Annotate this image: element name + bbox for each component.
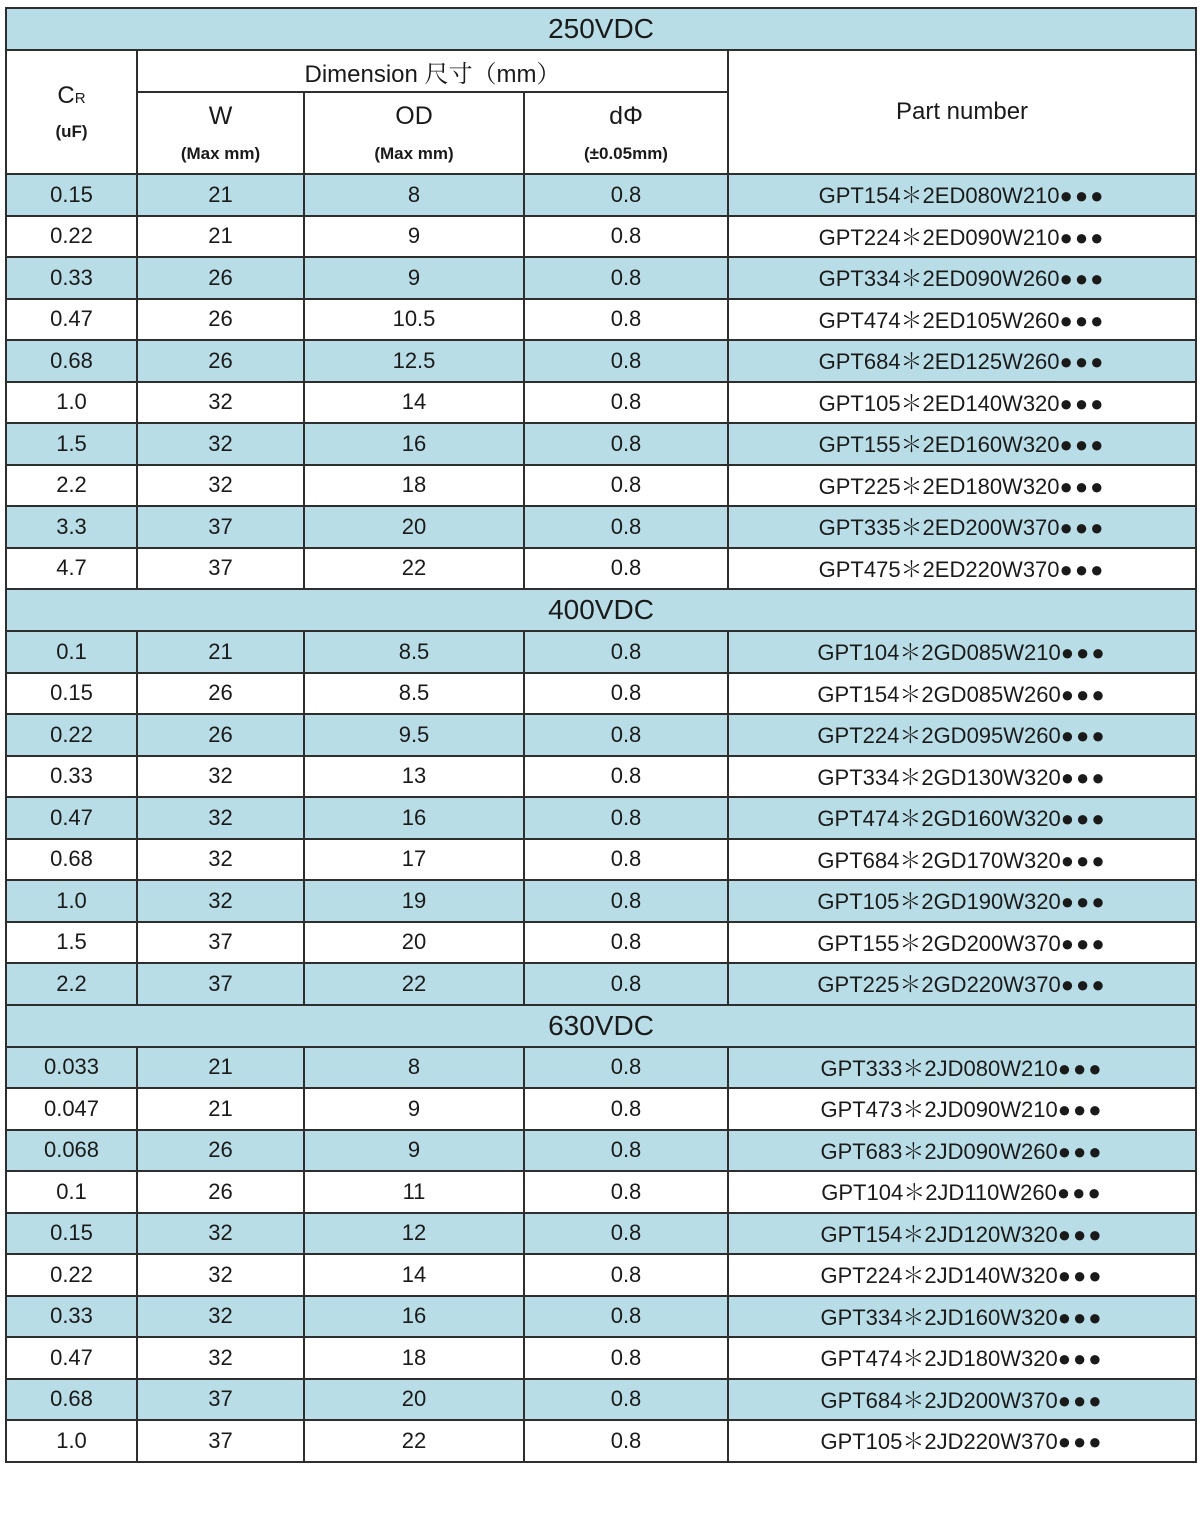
od-cell: 20 bbox=[304, 506, 524, 548]
capacitor-spec-table bbox=[5, 7, 1197, 1463]
part-number-cell bbox=[728, 714, 1196, 756]
d-cell: 0.8 bbox=[524, 797, 728, 839]
d-cell: 0.8 bbox=[524, 1088, 728, 1130]
od-cell: 14 bbox=[304, 382, 524, 424]
od-cell: 17 bbox=[304, 839, 524, 881]
part-number-cell bbox=[728, 257, 1196, 299]
table-row bbox=[6, 216, 1196, 258]
d-cell: 0.8 bbox=[524, 880, 728, 922]
cr-cell: 0.033 bbox=[6, 1047, 137, 1089]
cr-cell: 0.15 bbox=[6, 673, 137, 715]
suffix-dots: ●●● bbox=[1059, 432, 1106, 458]
cr-cell: 1.5 bbox=[6, 922, 137, 964]
suffix-dots: ●●● bbox=[1060, 723, 1107, 749]
table-row bbox=[6, 465, 1196, 507]
part-number-text: GPT474＊2JD180W320 bbox=[820, 1346, 1058, 1372]
w-label: W bbox=[208, 102, 233, 130]
voltage-section-row bbox=[6, 8, 1196, 50]
cr-cell: 0.047 bbox=[6, 1088, 137, 1130]
w-cell: 37 bbox=[137, 1420, 304, 1462]
od-cell: 9 bbox=[304, 1130, 524, 1172]
table-row bbox=[6, 756, 1196, 798]
w-cell: 37 bbox=[137, 963, 304, 1005]
table-row bbox=[6, 922, 1196, 964]
cr-cell: 1.0 bbox=[6, 880, 137, 922]
part-number-cell bbox=[728, 1337, 1196, 1379]
od-cell: 8.5 bbox=[304, 673, 524, 715]
suffix-dots: ●●● bbox=[1059, 473, 1106, 499]
part-number-cell bbox=[728, 1047, 1196, 1089]
suffix-dots: ●●● bbox=[1059, 349, 1106, 375]
cr-cell: 0.1 bbox=[6, 1171, 137, 1213]
table-row bbox=[6, 1420, 1196, 1462]
suffix-dots: ●●● bbox=[1056, 1180, 1103, 1206]
table-row bbox=[6, 1088, 1196, 1130]
suffix-dots: ●●● bbox=[1057, 1387, 1104, 1413]
part-number-text: GPT684＊2GD170W320 bbox=[817, 847, 1061, 873]
part-number-cell bbox=[728, 216, 1196, 258]
suffix-dots: ●●● bbox=[1060, 847, 1107, 873]
table-row bbox=[6, 797, 1196, 839]
voltage-label: 250VDC bbox=[6, 8, 1196, 50]
suffix-dots: ●●● bbox=[1060, 930, 1107, 956]
table-row bbox=[6, 299, 1196, 341]
table-row bbox=[6, 963, 1196, 1005]
suffix-dots: ●●● bbox=[1059, 183, 1106, 209]
w-cell: 37 bbox=[137, 506, 304, 548]
cr-cell: 0.15 bbox=[6, 1213, 137, 1255]
d-cell: 0.8 bbox=[524, 1379, 728, 1421]
part-number-text: GPT224＊2GD095W260 bbox=[817, 723, 1061, 749]
w-cell: 26 bbox=[137, 1130, 304, 1172]
d-cell: 0.8 bbox=[524, 1213, 728, 1255]
table-row bbox=[6, 1171, 1196, 1213]
part-number-text: GPT105＊2JD220W370 bbox=[820, 1429, 1058, 1455]
suffix-dots: ●●● bbox=[1057, 1221, 1104, 1247]
part-number-cell bbox=[728, 506, 1196, 548]
part-number-text: GPT105＊2GD190W320 bbox=[817, 889, 1061, 915]
w-cell: 21 bbox=[137, 216, 304, 258]
header-row bbox=[6, 50, 1196, 92]
part-number-text: GPT683＊2JD090W260 bbox=[820, 1138, 1058, 1164]
part-number-text: GPT684＊2ED125W260 bbox=[818, 349, 1060, 375]
cr-cell: 0.68 bbox=[6, 839, 137, 881]
od-cell: 8 bbox=[304, 174, 524, 216]
suffix-dots: ●●● bbox=[1059, 266, 1106, 292]
d-cell: 0.8 bbox=[524, 299, 728, 341]
d-cell: 0.8 bbox=[524, 506, 728, 548]
w-cell: 32 bbox=[137, 1213, 304, 1255]
d-cell: 0.8 bbox=[524, 382, 728, 424]
od-cell: 9 bbox=[304, 216, 524, 258]
part-number-text: GPT333＊2JD080W210 bbox=[820, 1055, 1058, 1081]
cr-header bbox=[6, 50, 137, 174]
cr-cell: 1.0 bbox=[6, 382, 137, 424]
suffix-dots: ●●● bbox=[1057, 1346, 1104, 1372]
voltage-label: 630VDC bbox=[6, 1005, 1196, 1047]
w-cell: 26 bbox=[137, 340, 304, 382]
w-cell: 32 bbox=[137, 1337, 304, 1379]
d-cell: 0.8 bbox=[524, 340, 728, 382]
w-cell: 21 bbox=[137, 631, 304, 673]
od-cell: 16 bbox=[304, 797, 524, 839]
od-cell: 11 bbox=[304, 1171, 524, 1213]
cr-cell: 4.7 bbox=[6, 548, 137, 590]
part-number-cell bbox=[728, 465, 1196, 507]
voltage-section-row bbox=[6, 1005, 1196, 1047]
part-number-text: GPT473＊2JD090W210 bbox=[820, 1097, 1058, 1123]
table-row bbox=[6, 880, 1196, 922]
part-number-cell bbox=[728, 1254, 1196, 1296]
table-row bbox=[6, 548, 1196, 590]
d-cell: 0.8 bbox=[524, 963, 728, 1005]
table-row bbox=[6, 673, 1196, 715]
od-cell: 18 bbox=[304, 1337, 524, 1379]
cr-cell: 0.33 bbox=[6, 756, 137, 798]
d-cell: 0.8 bbox=[524, 1254, 728, 1296]
table-row bbox=[6, 1254, 1196, 1296]
cr-cell: 0.22 bbox=[6, 714, 137, 756]
od-cell: 9 bbox=[304, 257, 524, 299]
od-cell: 12 bbox=[304, 1213, 524, 1255]
od-cell: 19 bbox=[304, 880, 524, 922]
od-cell: 14 bbox=[304, 1254, 524, 1296]
part-number-text: GPT334＊2ED090W260 bbox=[818, 266, 1060, 292]
w-cell: 26 bbox=[137, 299, 304, 341]
d-cell: 0.8 bbox=[524, 756, 728, 798]
cr-cell: 0.47 bbox=[6, 299, 137, 341]
od-label: OD bbox=[395, 102, 433, 130]
part-number-text: GPT104＊2GD085W210 bbox=[817, 640, 1061, 666]
cr-cell: 2.2 bbox=[6, 465, 137, 507]
d-cell: 0.8 bbox=[524, 631, 728, 673]
part-number-text: GPT684＊2JD200W370 bbox=[820, 1387, 1058, 1413]
table-row bbox=[6, 631, 1196, 673]
suffix-dots: ●●● bbox=[1059, 307, 1106, 333]
suffix-dots: ●●● bbox=[1060, 889, 1107, 915]
w-cell: 32 bbox=[137, 880, 304, 922]
part-number-cell bbox=[728, 963, 1196, 1005]
table-row bbox=[6, 714, 1196, 756]
part-number-cell bbox=[728, 548, 1196, 590]
part-number-cell bbox=[728, 382, 1196, 424]
table-row bbox=[6, 1130, 1196, 1172]
d-cell: 0.8 bbox=[524, 922, 728, 964]
suffix-dots: ●●● bbox=[1060, 764, 1107, 790]
w-cell: 32 bbox=[137, 839, 304, 881]
part-number-cell bbox=[728, 673, 1196, 715]
w-cell: 26 bbox=[137, 673, 304, 715]
cr-cell: 0.068 bbox=[6, 1130, 137, 1172]
part-number-cell bbox=[728, 1130, 1196, 1172]
d-cell: 0.8 bbox=[524, 839, 728, 881]
suffix-dots: ●●● bbox=[1057, 1055, 1104, 1081]
table-row bbox=[6, 257, 1196, 299]
part-number-text: GPT105＊2ED140W320 bbox=[818, 390, 1060, 416]
part-number-text: GPT225＊2ED180W320 bbox=[818, 473, 1060, 499]
od-cell: 22 bbox=[304, 963, 524, 1005]
cr-subscript: R bbox=[74, 90, 86, 107]
part-number-header: Part number bbox=[728, 50, 1196, 174]
w-cell: 21 bbox=[137, 1047, 304, 1089]
d-cell: 0.8 bbox=[524, 216, 728, 258]
part-number-text: GPT475＊2ED220W370 bbox=[818, 556, 1060, 582]
od-unit: (Max mm) bbox=[374, 144, 454, 163]
w-header bbox=[137, 92, 304, 174]
w-cell: 32 bbox=[137, 756, 304, 798]
w-cell: 21 bbox=[137, 174, 304, 216]
table-row bbox=[6, 506, 1196, 548]
cr-cell: 0.33 bbox=[6, 1296, 137, 1338]
table-row bbox=[6, 423, 1196, 465]
d-cell: 0.8 bbox=[524, 257, 728, 299]
part-number-cell bbox=[728, 1420, 1196, 1462]
d-cell: 0.8 bbox=[524, 1047, 728, 1089]
dimension-header: Dimension 尺寸（mm） bbox=[137, 50, 728, 92]
suffix-dots: ●●● bbox=[1057, 1429, 1104, 1455]
od-cell: 13 bbox=[304, 756, 524, 798]
part-number-text: GPT155＊2GD200W370 bbox=[817, 930, 1061, 956]
suffix-dots: ●●● bbox=[1057, 1138, 1104, 1164]
cr-cell: 1.0 bbox=[6, 1420, 137, 1462]
w-cell: 32 bbox=[137, 1254, 304, 1296]
d-cell: 0.8 bbox=[524, 1296, 728, 1338]
table-row bbox=[6, 340, 1196, 382]
part-number-cell bbox=[728, 756, 1196, 798]
cr-cell: 0.15 bbox=[6, 174, 137, 216]
w-cell: 37 bbox=[137, 548, 304, 590]
od-cell: 22 bbox=[304, 548, 524, 590]
cr-cell: 0.47 bbox=[6, 797, 137, 839]
part-number-text: GPT474＊2GD160W320 bbox=[817, 806, 1061, 832]
suffix-dots: ●●● bbox=[1059, 390, 1106, 416]
voltage-label: 400VDC bbox=[6, 589, 1196, 631]
table-row bbox=[6, 1296, 1196, 1338]
cr-cell: 0.22 bbox=[6, 1254, 137, 1296]
part-number-text: GPT334＊2JD160W320 bbox=[820, 1304, 1058, 1330]
part-number-cell bbox=[728, 1088, 1196, 1130]
w-cell: 21 bbox=[137, 1088, 304, 1130]
part-number-cell bbox=[728, 174, 1196, 216]
table-row bbox=[6, 839, 1196, 881]
d-cell: 0.8 bbox=[524, 423, 728, 465]
cr-cell: 0.22 bbox=[6, 216, 137, 258]
w-cell: 32 bbox=[137, 797, 304, 839]
d-cell: 0.8 bbox=[524, 714, 728, 756]
part-number-text: GPT224＊2JD140W320 bbox=[820, 1263, 1058, 1289]
suffix-dots: ●●● bbox=[1059, 224, 1106, 250]
cr-cell: 0.33 bbox=[6, 257, 137, 299]
d-header bbox=[524, 92, 728, 174]
part-number-text: GPT154＊2ED080W210 bbox=[818, 183, 1060, 209]
od-cell: 16 bbox=[304, 1296, 524, 1338]
part-number-text: GPT225＊2GD220W370 bbox=[817, 972, 1061, 998]
part-number-text: GPT224＊2ED090W210 bbox=[818, 224, 1060, 250]
part-number-cell bbox=[728, 423, 1196, 465]
part-number-cell bbox=[728, 797, 1196, 839]
od-cell: 9.5 bbox=[304, 714, 524, 756]
cr-cell: 0.47 bbox=[6, 1337, 137, 1379]
suffix-dots: ●●● bbox=[1059, 556, 1106, 582]
part-number-cell bbox=[728, 839, 1196, 881]
part-number-cell bbox=[728, 880, 1196, 922]
d-cell: 0.8 bbox=[524, 1130, 728, 1172]
cr-symbol: C bbox=[57, 82, 75, 109]
part-number-text: GPT104＊2JD110W260 bbox=[821, 1180, 1057, 1206]
voltage-section-row bbox=[6, 589, 1196, 631]
d-cell: 0.8 bbox=[524, 1420, 728, 1462]
od-cell: 8 bbox=[304, 1047, 524, 1089]
d-cell: 0.8 bbox=[524, 548, 728, 590]
part-number-cell bbox=[728, 1296, 1196, 1338]
suffix-dots: ●●● bbox=[1057, 1097, 1104, 1123]
part-number-cell bbox=[728, 340, 1196, 382]
w-cell: 32 bbox=[137, 382, 304, 424]
part-number-text: GPT154＊2GD085W260 bbox=[817, 681, 1061, 707]
cr-cell: 1.5 bbox=[6, 423, 137, 465]
w-cell: 32 bbox=[137, 423, 304, 465]
part-number-cell bbox=[728, 299, 1196, 341]
part-number-cell bbox=[728, 631, 1196, 673]
table-row bbox=[6, 1213, 1196, 1255]
suffix-dots: ●●● bbox=[1057, 1263, 1104, 1289]
od-cell: 20 bbox=[304, 1379, 524, 1421]
d-cell: 0.8 bbox=[524, 673, 728, 715]
suffix-dots: ●●● bbox=[1057, 1304, 1104, 1330]
d-cell: 0.8 bbox=[524, 1171, 728, 1213]
cr-unit: (uF) bbox=[55, 122, 88, 141]
cr-cell: 3.3 bbox=[6, 506, 137, 548]
d-label: dΦ bbox=[609, 102, 643, 130]
cr-cell: 0.1 bbox=[6, 631, 137, 673]
part-number-text: GPT154＊2JD120W320 bbox=[820, 1221, 1058, 1247]
w-cell: 37 bbox=[137, 922, 304, 964]
d-cell: 0.8 bbox=[524, 174, 728, 216]
table-row bbox=[6, 1047, 1196, 1089]
table-row bbox=[6, 1337, 1196, 1379]
table-row bbox=[6, 382, 1196, 424]
w-cell: 26 bbox=[137, 257, 304, 299]
w-cell: 32 bbox=[137, 465, 304, 507]
d-unit: (±0.05mm) bbox=[584, 144, 668, 163]
od-cell: 9 bbox=[304, 1088, 524, 1130]
cr-cell: 0.68 bbox=[6, 340, 137, 382]
od-cell: 12.5 bbox=[304, 340, 524, 382]
table-row bbox=[6, 1379, 1196, 1421]
w-cell: 26 bbox=[137, 714, 304, 756]
od-cell: 22 bbox=[304, 1420, 524, 1462]
od-header bbox=[304, 92, 524, 174]
cr-label bbox=[7, 82, 136, 110]
part-number-cell bbox=[728, 1379, 1196, 1421]
cr-cell: 0.68 bbox=[6, 1379, 137, 1421]
part-number-text: GPT334＊2GD130W320 bbox=[817, 764, 1061, 790]
cr-cell: 2.2 bbox=[6, 963, 137, 1005]
part-number-text: GPT155＊2ED160W320 bbox=[818, 432, 1060, 458]
part-number-cell bbox=[728, 922, 1196, 964]
suffix-dots: ●●● bbox=[1060, 972, 1107, 998]
table-row bbox=[6, 174, 1196, 216]
d-cell: 0.8 bbox=[524, 1337, 728, 1379]
od-cell: 10.5 bbox=[304, 299, 524, 341]
od-cell: 20 bbox=[304, 922, 524, 964]
w-cell: 26 bbox=[137, 1171, 304, 1213]
suffix-dots: ●●● bbox=[1060, 806, 1107, 832]
part-number-cell bbox=[728, 1171, 1196, 1213]
od-cell: 16 bbox=[304, 423, 524, 465]
suffix-dots: ●●● bbox=[1060, 681, 1107, 707]
suffix-dots: ●●● bbox=[1060, 640, 1107, 666]
part-number-cell bbox=[728, 1213, 1196, 1255]
w-cell: 37 bbox=[137, 1379, 304, 1421]
suffix-dots: ●●● bbox=[1059, 515, 1106, 541]
od-cell: 18 bbox=[304, 465, 524, 507]
od-cell: 8.5 bbox=[304, 631, 524, 673]
table-body bbox=[6, 8, 1196, 1462]
w-cell: 32 bbox=[137, 1296, 304, 1338]
part-number-text: GPT335＊2ED200W370 bbox=[818, 515, 1060, 541]
d-cell: 0.8 bbox=[524, 465, 728, 507]
part-number-text: GPT474＊2ED105W260 bbox=[818, 307, 1060, 333]
w-unit: (Max mm) bbox=[180, 144, 261, 163]
